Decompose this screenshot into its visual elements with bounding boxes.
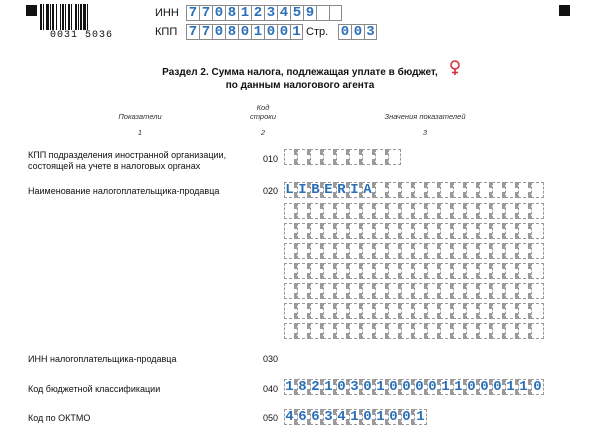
char-cell xyxy=(329,5,342,21)
char-cell xyxy=(323,283,336,299)
char-cell xyxy=(492,263,505,279)
column-header-indicators: Показатели xyxy=(118,112,162,121)
char-cell xyxy=(414,323,427,339)
char-cell xyxy=(297,149,310,165)
char-cell: 0 xyxy=(212,24,225,40)
char-cell: 6 xyxy=(297,409,310,425)
char-cell xyxy=(453,303,466,319)
char-cell xyxy=(414,203,427,219)
char-cell xyxy=(336,303,349,319)
char-cell: 0 xyxy=(336,379,349,395)
char-cell: 0 xyxy=(277,24,290,40)
char-cell xyxy=(336,283,349,299)
char-cell: 1 xyxy=(284,379,297,395)
char-cell xyxy=(349,149,362,165)
barcode-bar xyxy=(71,4,72,30)
char-cell xyxy=(284,283,297,299)
row-040-label: Код бюджетной классификации xyxy=(28,384,161,394)
char-cell xyxy=(362,323,375,339)
char-cell xyxy=(453,223,466,239)
char-cell: 3 xyxy=(349,379,362,395)
char-cell xyxy=(323,303,336,319)
char-cell xyxy=(427,323,440,339)
char-cell xyxy=(440,283,453,299)
barcode-bar xyxy=(87,4,88,30)
char-cell: 0 xyxy=(479,379,492,395)
char-cell: 0 xyxy=(466,379,479,395)
char-cell xyxy=(349,203,362,219)
char-cell: 1 xyxy=(375,409,388,425)
row-010-code: 010 xyxy=(263,154,279,164)
char-cell: 1 xyxy=(453,379,466,395)
char-cell xyxy=(336,223,349,239)
barcode-bar xyxy=(60,4,61,30)
char-cell xyxy=(427,303,440,319)
char-cell xyxy=(531,303,544,319)
char-cell xyxy=(518,323,531,339)
char-cell xyxy=(297,263,310,279)
char-cell xyxy=(375,263,388,279)
char-cell xyxy=(479,303,492,319)
char-cell: 0 xyxy=(414,379,427,395)
barcode-bar xyxy=(40,4,42,30)
char-cell xyxy=(492,303,505,319)
char-cell xyxy=(362,149,375,165)
char-cell: 0 xyxy=(338,24,351,40)
char-cell xyxy=(336,263,349,279)
char-cell xyxy=(453,203,466,219)
char-cell: I xyxy=(349,182,362,198)
char-cell xyxy=(492,223,505,239)
char-cell: 0 xyxy=(351,24,364,40)
barcode-bar xyxy=(56,4,57,30)
char-cell: 0 xyxy=(264,24,277,40)
char-cell xyxy=(440,182,453,198)
name-line[interactable] xyxy=(284,303,544,319)
char-cell xyxy=(310,283,323,299)
name-line[interactable] xyxy=(284,283,544,299)
char-cell xyxy=(505,203,518,219)
char-cell xyxy=(466,263,479,279)
char-cell xyxy=(349,283,362,299)
char-cell: E xyxy=(323,182,336,198)
char-cell: 0 xyxy=(238,24,251,40)
column-number-3: 3 xyxy=(422,128,428,137)
char-cell: 0 xyxy=(401,409,414,425)
name-line[interactable] xyxy=(284,243,544,259)
barcode xyxy=(40,4,122,40)
char-cell xyxy=(401,243,414,259)
char-cell xyxy=(505,223,518,239)
char-cell xyxy=(284,263,297,279)
char-cell xyxy=(466,203,479,219)
char-cell xyxy=(440,323,453,339)
char-cell xyxy=(518,283,531,299)
char-cell xyxy=(466,323,479,339)
section-title: Раздел 2. Сумма налога, подлежащая уплате в бюджет, по данным налогового агента xyxy=(162,67,438,91)
char-cell xyxy=(323,223,336,239)
char-cell: 1 xyxy=(375,379,388,395)
char-cell xyxy=(375,203,388,219)
name-line[interactable] xyxy=(284,263,544,279)
barcode-bar xyxy=(46,4,49,30)
char-cell xyxy=(518,203,531,219)
char-cell xyxy=(362,303,375,319)
char-cell xyxy=(375,223,388,239)
page-label: Стр. xyxy=(306,26,329,38)
barcode-bar xyxy=(68,4,70,30)
char-cell xyxy=(466,182,479,198)
char-cell: 4 xyxy=(284,409,297,425)
char-cell xyxy=(388,243,401,259)
column-header-code: Код строки xyxy=(250,103,276,121)
char-cell xyxy=(388,203,401,219)
char-cell: 7 xyxy=(186,5,199,21)
char-cell xyxy=(284,149,297,165)
char-cell xyxy=(427,243,440,259)
row-030-label: ИНН налогоплательщика-продавца xyxy=(28,354,177,364)
char-cell xyxy=(336,203,349,219)
char-cell xyxy=(388,323,401,339)
row-020-label: Наименование налогоплательщика-продавца xyxy=(28,186,220,196)
char-cell xyxy=(518,243,531,259)
name-line[interactable] xyxy=(284,203,544,219)
char-cell xyxy=(401,303,414,319)
char-cell xyxy=(505,303,518,319)
row-050-code: 050 xyxy=(263,413,279,423)
char-cell xyxy=(388,182,401,198)
char-cell xyxy=(531,223,544,239)
char-cell xyxy=(414,182,427,198)
char-cell xyxy=(479,263,492,279)
char-cell xyxy=(427,182,440,198)
char-cell xyxy=(284,203,297,219)
char-cell: B xyxy=(310,182,323,198)
char-cell xyxy=(440,263,453,279)
char-cell xyxy=(375,303,388,319)
char-cell xyxy=(479,223,492,239)
char-cell xyxy=(362,223,375,239)
char-cell: 5 xyxy=(290,5,303,21)
char-cell: 9 xyxy=(303,5,316,21)
char-cell: 0 xyxy=(388,409,401,425)
char-cell xyxy=(284,303,297,319)
char-cell xyxy=(440,303,453,319)
char-cell xyxy=(531,203,544,219)
corner-marker-icon xyxy=(26,5,37,16)
char-cell xyxy=(388,149,401,165)
char-cell: 0 xyxy=(212,5,225,21)
char-cell xyxy=(284,243,297,259)
char-cell xyxy=(505,182,518,198)
char-cell: 4 xyxy=(336,409,349,425)
char-cell xyxy=(323,323,336,339)
row-050-label: Код по ОКТМО xyxy=(28,413,91,423)
char-cell xyxy=(323,149,336,165)
char-cell xyxy=(518,303,531,319)
inn-label: ИНН xyxy=(155,7,179,19)
char-cell xyxy=(453,283,466,299)
char-cell xyxy=(310,323,323,339)
char-cell xyxy=(531,243,544,259)
char-cell: 0 xyxy=(427,379,440,395)
char-cell xyxy=(388,223,401,239)
char-cell xyxy=(427,263,440,279)
char-cell xyxy=(479,243,492,259)
char-cell xyxy=(414,223,427,239)
barcode-bar xyxy=(75,4,77,30)
char-cell: 8 xyxy=(225,24,238,40)
char-cell xyxy=(466,223,479,239)
char-cell xyxy=(375,243,388,259)
char-cell xyxy=(466,283,479,299)
char-cell xyxy=(336,243,349,259)
char-cell xyxy=(349,303,362,319)
char-cell: 1 xyxy=(349,409,362,425)
char-cell: 0 xyxy=(531,379,544,395)
char-cell xyxy=(336,149,349,165)
char-cell xyxy=(297,223,310,239)
char-cell xyxy=(414,283,427,299)
char-cell xyxy=(310,243,323,259)
char-cell xyxy=(362,283,375,299)
char-cell xyxy=(505,283,518,299)
char-cell xyxy=(492,243,505,259)
char-cell xyxy=(401,203,414,219)
char-cell xyxy=(453,263,466,279)
char-cell xyxy=(401,323,414,339)
row-010-kpp-input[interactable] xyxy=(284,149,401,165)
char-cell: 0 xyxy=(492,379,505,395)
char-cell xyxy=(479,203,492,219)
column-number-1: 1 xyxy=(137,128,143,137)
char-cell: 3 xyxy=(323,409,336,425)
char-cell xyxy=(310,149,323,165)
char-cell xyxy=(323,243,336,259)
char-cell: 2 xyxy=(310,379,323,395)
char-cell: 1 xyxy=(414,409,427,425)
char-cell xyxy=(440,203,453,219)
char-cell: 1 xyxy=(323,379,336,395)
char-cell: 1 xyxy=(518,379,531,395)
char-cell xyxy=(466,243,479,259)
char-cell xyxy=(297,283,310,299)
char-cell xyxy=(401,283,414,299)
char-cell xyxy=(414,243,427,259)
char-cell xyxy=(492,182,505,198)
char-cell xyxy=(310,303,323,319)
barcode-number: 0031 5036 xyxy=(50,30,114,41)
char-cell xyxy=(414,263,427,279)
char-cell xyxy=(518,182,531,198)
char-cell xyxy=(388,263,401,279)
char-cell xyxy=(310,263,323,279)
char-cell xyxy=(479,323,492,339)
barcode-bar xyxy=(50,4,51,30)
char-cell xyxy=(349,263,362,279)
char-cell xyxy=(531,323,544,339)
char-cell xyxy=(427,283,440,299)
char-cell: 6 xyxy=(310,409,323,425)
char-cell xyxy=(453,323,466,339)
char-cell: 4 xyxy=(277,5,290,21)
char-cell: 1 xyxy=(238,5,251,21)
char-cell xyxy=(310,223,323,239)
char-cell: 7 xyxy=(186,24,199,40)
char-cell xyxy=(310,203,323,219)
female-symbol-icon xyxy=(449,60,461,76)
row-040-kbk-input[interactable] xyxy=(284,379,544,395)
barcode-bar xyxy=(78,4,79,30)
char-cell xyxy=(375,149,388,165)
char-cell: 7 xyxy=(199,24,212,40)
char-cell xyxy=(440,243,453,259)
barcode-bar xyxy=(43,4,44,30)
char-cell: A xyxy=(362,182,375,198)
corner-marker-icon xyxy=(559,5,570,16)
char-cell xyxy=(375,182,388,198)
char-cell xyxy=(505,323,518,339)
char-cell: 1 xyxy=(505,379,518,395)
char-cell xyxy=(427,203,440,219)
barcode-bar xyxy=(52,4,54,30)
char-cell: 8 xyxy=(297,379,310,395)
row-040-code: 040 xyxy=(263,384,279,394)
char-cell xyxy=(349,323,362,339)
char-cell xyxy=(349,243,362,259)
row-050-oktmo-input[interactable] xyxy=(284,409,427,425)
char-cell xyxy=(401,182,414,198)
char-cell xyxy=(440,223,453,239)
char-cell xyxy=(479,182,492,198)
char-cell xyxy=(505,263,518,279)
char-cell xyxy=(492,323,505,339)
char-cell xyxy=(323,203,336,219)
char-cell xyxy=(362,203,375,219)
char-cell xyxy=(336,323,349,339)
char-cell: 0 xyxy=(362,409,375,425)
kpp-label: КПП xyxy=(155,26,178,38)
inn-value-grid xyxy=(186,5,342,21)
char-cell xyxy=(518,263,531,279)
name-line[interactable] xyxy=(284,182,544,198)
column-header-values: Значения показателей xyxy=(384,112,466,121)
char-cell xyxy=(531,263,544,279)
char-cell xyxy=(316,5,329,21)
char-cell xyxy=(401,263,414,279)
char-cell xyxy=(284,323,297,339)
char-cell: 0 xyxy=(388,379,401,395)
char-cell xyxy=(531,182,544,198)
char-cell xyxy=(414,303,427,319)
char-cell: L xyxy=(284,182,297,198)
char-cell xyxy=(531,283,544,299)
char-cell xyxy=(453,182,466,198)
char-cell xyxy=(401,223,414,239)
char-cell: 7 xyxy=(199,5,212,21)
char-cell: 3 xyxy=(364,24,377,40)
row-010-label: КПП подразделения иностранной организации, состоящей на учете в налоговых органах xyxy=(28,150,227,171)
char-cell: 1 xyxy=(440,379,453,395)
char-cell: R xyxy=(336,182,349,198)
char-cell xyxy=(479,283,492,299)
char-cell xyxy=(388,303,401,319)
char-cell xyxy=(375,323,388,339)
char-cell xyxy=(492,283,505,299)
char-cell xyxy=(362,243,375,259)
name-line[interactable] xyxy=(284,323,544,339)
char-cell xyxy=(453,243,466,259)
char-cell xyxy=(362,263,375,279)
char-cell xyxy=(284,223,297,239)
char-cell xyxy=(349,223,362,239)
kpp-value-grid xyxy=(186,24,303,40)
column-number-2: 2 xyxy=(260,128,266,137)
barcode-bar xyxy=(83,4,86,30)
char-cell xyxy=(297,323,310,339)
char-cell: I xyxy=(297,182,310,198)
char-cell: 1 xyxy=(251,24,264,40)
char-cell xyxy=(297,303,310,319)
char-cell xyxy=(466,303,479,319)
row-020-code: 020 xyxy=(263,186,279,196)
char-cell: 3 xyxy=(264,5,277,21)
name-line[interactable] xyxy=(284,223,544,239)
row-030-code: 030 xyxy=(263,354,279,364)
char-cell xyxy=(492,203,505,219)
barcode-bar xyxy=(65,4,66,30)
barcode-bar xyxy=(80,4,82,30)
barcode-bar xyxy=(62,4,64,30)
char-cell: 8 xyxy=(225,5,238,21)
char-cell xyxy=(427,223,440,239)
char-cell xyxy=(388,283,401,299)
char-cell: 0 xyxy=(401,379,414,395)
char-cell xyxy=(518,223,531,239)
char-cell xyxy=(297,243,310,259)
char-cell: 1 xyxy=(290,24,303,40)
char-cell xyxy=(297,203,310,219)
char-cell: 2 xyxy=(251,5,264,21)
page-number-grid xyxy=(338,24,377,40)
char-cell xyxy=(323,263,336,279)
char-cell xyxy=(505,243,518,259)
char-cell xyxy=(375,283,388,299)
char-cell: 0 xyxy=(362,379,375,395)
